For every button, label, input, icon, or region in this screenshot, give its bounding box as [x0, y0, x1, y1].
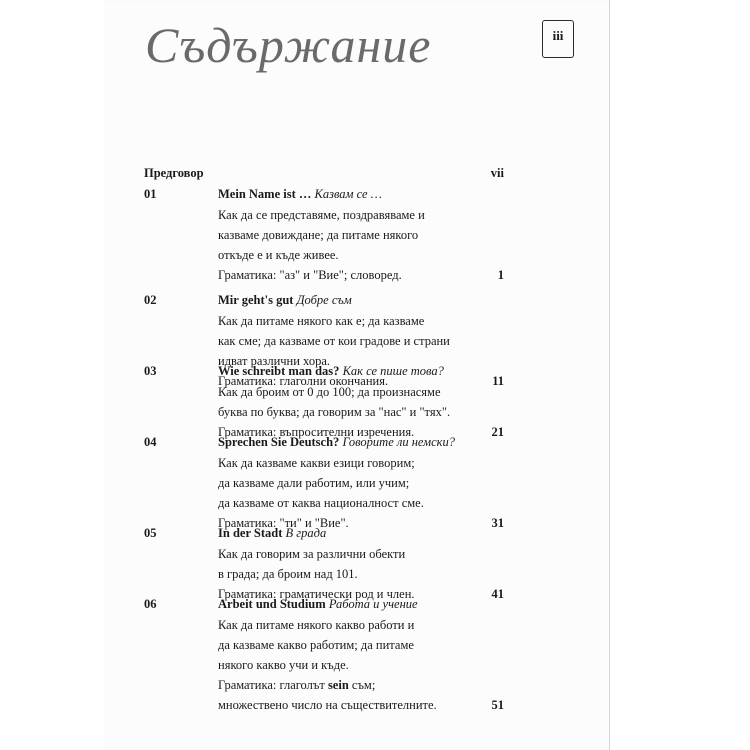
chapter-title-de: Mir geht's gut: [218, 293, 294, 307]
chapter-02-heading[interactable]: [0, 291, 750, 310]
chapter-title-bg: Казвам се …: [314, 187, 382, 201]
chapter-title-de: In der Stadt: [218, 526, 283, 540]
chapter-title-bg: Работа и учение: [328, 597, 418, 611]
chapter-number: 04: [144, 435, 157, 449]
chapter-description-line: идват различни хора.: [218, 354, 330, 368]
chapter-grammar: Граматика: "аз" и "Вие"; словоред.: [218, 268, 402, 282]
chapter-number: 03: [144, 364, 157, 378]
grammar-keyword: sein: [327, 678, 349, 692]
chapter-page: 31: [491, 516, 504, 530]
chapter-title-bg: Как се пише това?: [342, 364, 444, 378]
chapter-title-de: Sprechen Sie Deutsch?: [218, 435, 340, 449]
chapter-03-heading[interactable]: [0, 362, 750, 381]
chapter-number: 01: [144, 187, 157, 201]
chapter-page: 11: [492, 374, 504, 388]
chapter-number: 02: [144, 293, 157, 307]
grammar-prefix: Граматика: глаголът: [218, 678, 328, 692]
chapter-description-line: как сме; да казваме от кои градове и страни: [218, 334, 450, 348]
chapter-grammar: [218, 676, 375, 695]
chapter-page: 51: [491, 698, 504, 712]
chapter-title-bg: Добре съм: [296, 293, 352, 307]
chapter-description-line: откъде е и къде живее.: [218, 248, 339, 262]
chapter-title-bg: Говорите ли немски?: [342, 435, 455, 449]
chapter-description-line: да казваме от каква националност сме.: [218, 496, 424, 510]
grammar-suffix: съм;: [348, 678, 376, 692]
page-title: Съдържание: [145, 17, 432, 73]
chapter-description-line: Как да казваме какви езици говорим;: [218, 456, 415, 470]
preface-page: vii: [490, 166, 504, 180]
chapter-description-line: Как да броим от 0 до 100; да произнасяме: [218, 385, 441, 399]
chapter-number: 05: [144, 526, 157, 540]
preface-label: Предговор: [144, 166, 204, 180]
page-number-badge: iii: [542, 20, 574, 58]
chapter-number: 06: [144, 597, 157, 611]
chapter-description-line: буква по буква; да говорим за "нас" и "тях".: [218, 405, 451, 419]
chapter-grammar: Граматика: глаголни окончания.: [218, 374, 389, 388]
chapter-description-line: Как да питаме някого какво работи и: [218, 618, 415, 632]
chapter-04-heading[interactable]: [0, 433, 750, 452]
chapter-description-line: да казваме дали работим, или учим;: [218, 476, 410, 490]
chapter-description-line: Как да питаме някого как е; да казваме: [218, 314, 425, 328]
chapter-grammar: Граматика: граматически род и член.: [218, 587, 415, 601]
chapter-05-heading[interactable]: [0, 524, 750, 543]
chapter-description-line: да казваме какво работим; да питаме: [218, 638, 414, 652]
chapter-grammar: Граматика: въпросителни изречения.: [218, 425, 415, 439]
chapter-grammar: Граматика: "ти" и "Вие".: [218, 516, 349, 530]
preface-row[interactable]: [0, 164, 750, 183]
chapter-description-line: Как да говорим за различни обекти: [218, 547, 406, 561]
chapter-title-de: Mein Name ist …: [218, 187, 312, 201]
chapter-title-bg: В града: [285, 526, 327, 540]
chapter-title-de: Wie schreibt man das?: [218, 364, 340, 378]
chapter-title-de: Arbeit und Studium: [218, 597, 326, 611]
chapter-description-line: в града; да броим над 101.: [218, 567, 358, 581]
chapter-description-line: Как да се представяме, поздравяваме и: [218, 208, 425, 222]
chapter-description-line: някого какво учи и къде.: [218, 658, 349, 672]
chapter-page: 1: [497, 268, 504, 282]
chapter-06-heading[interactable]: [0, 595, 750, 614]
chapter-01-heading[interactable]: [0, 185, 750, 204]
chapter-description-line: казваме довиждане; да питаме някого: [218, 228, 419, 242]
chapter-page: 41: [491, 587, 504, 601]
chapter-grammar-line: множествено число на съществителните.: [218, 698, 437, 712]
chapter-page: 21: [491, 425, 504, 439]
